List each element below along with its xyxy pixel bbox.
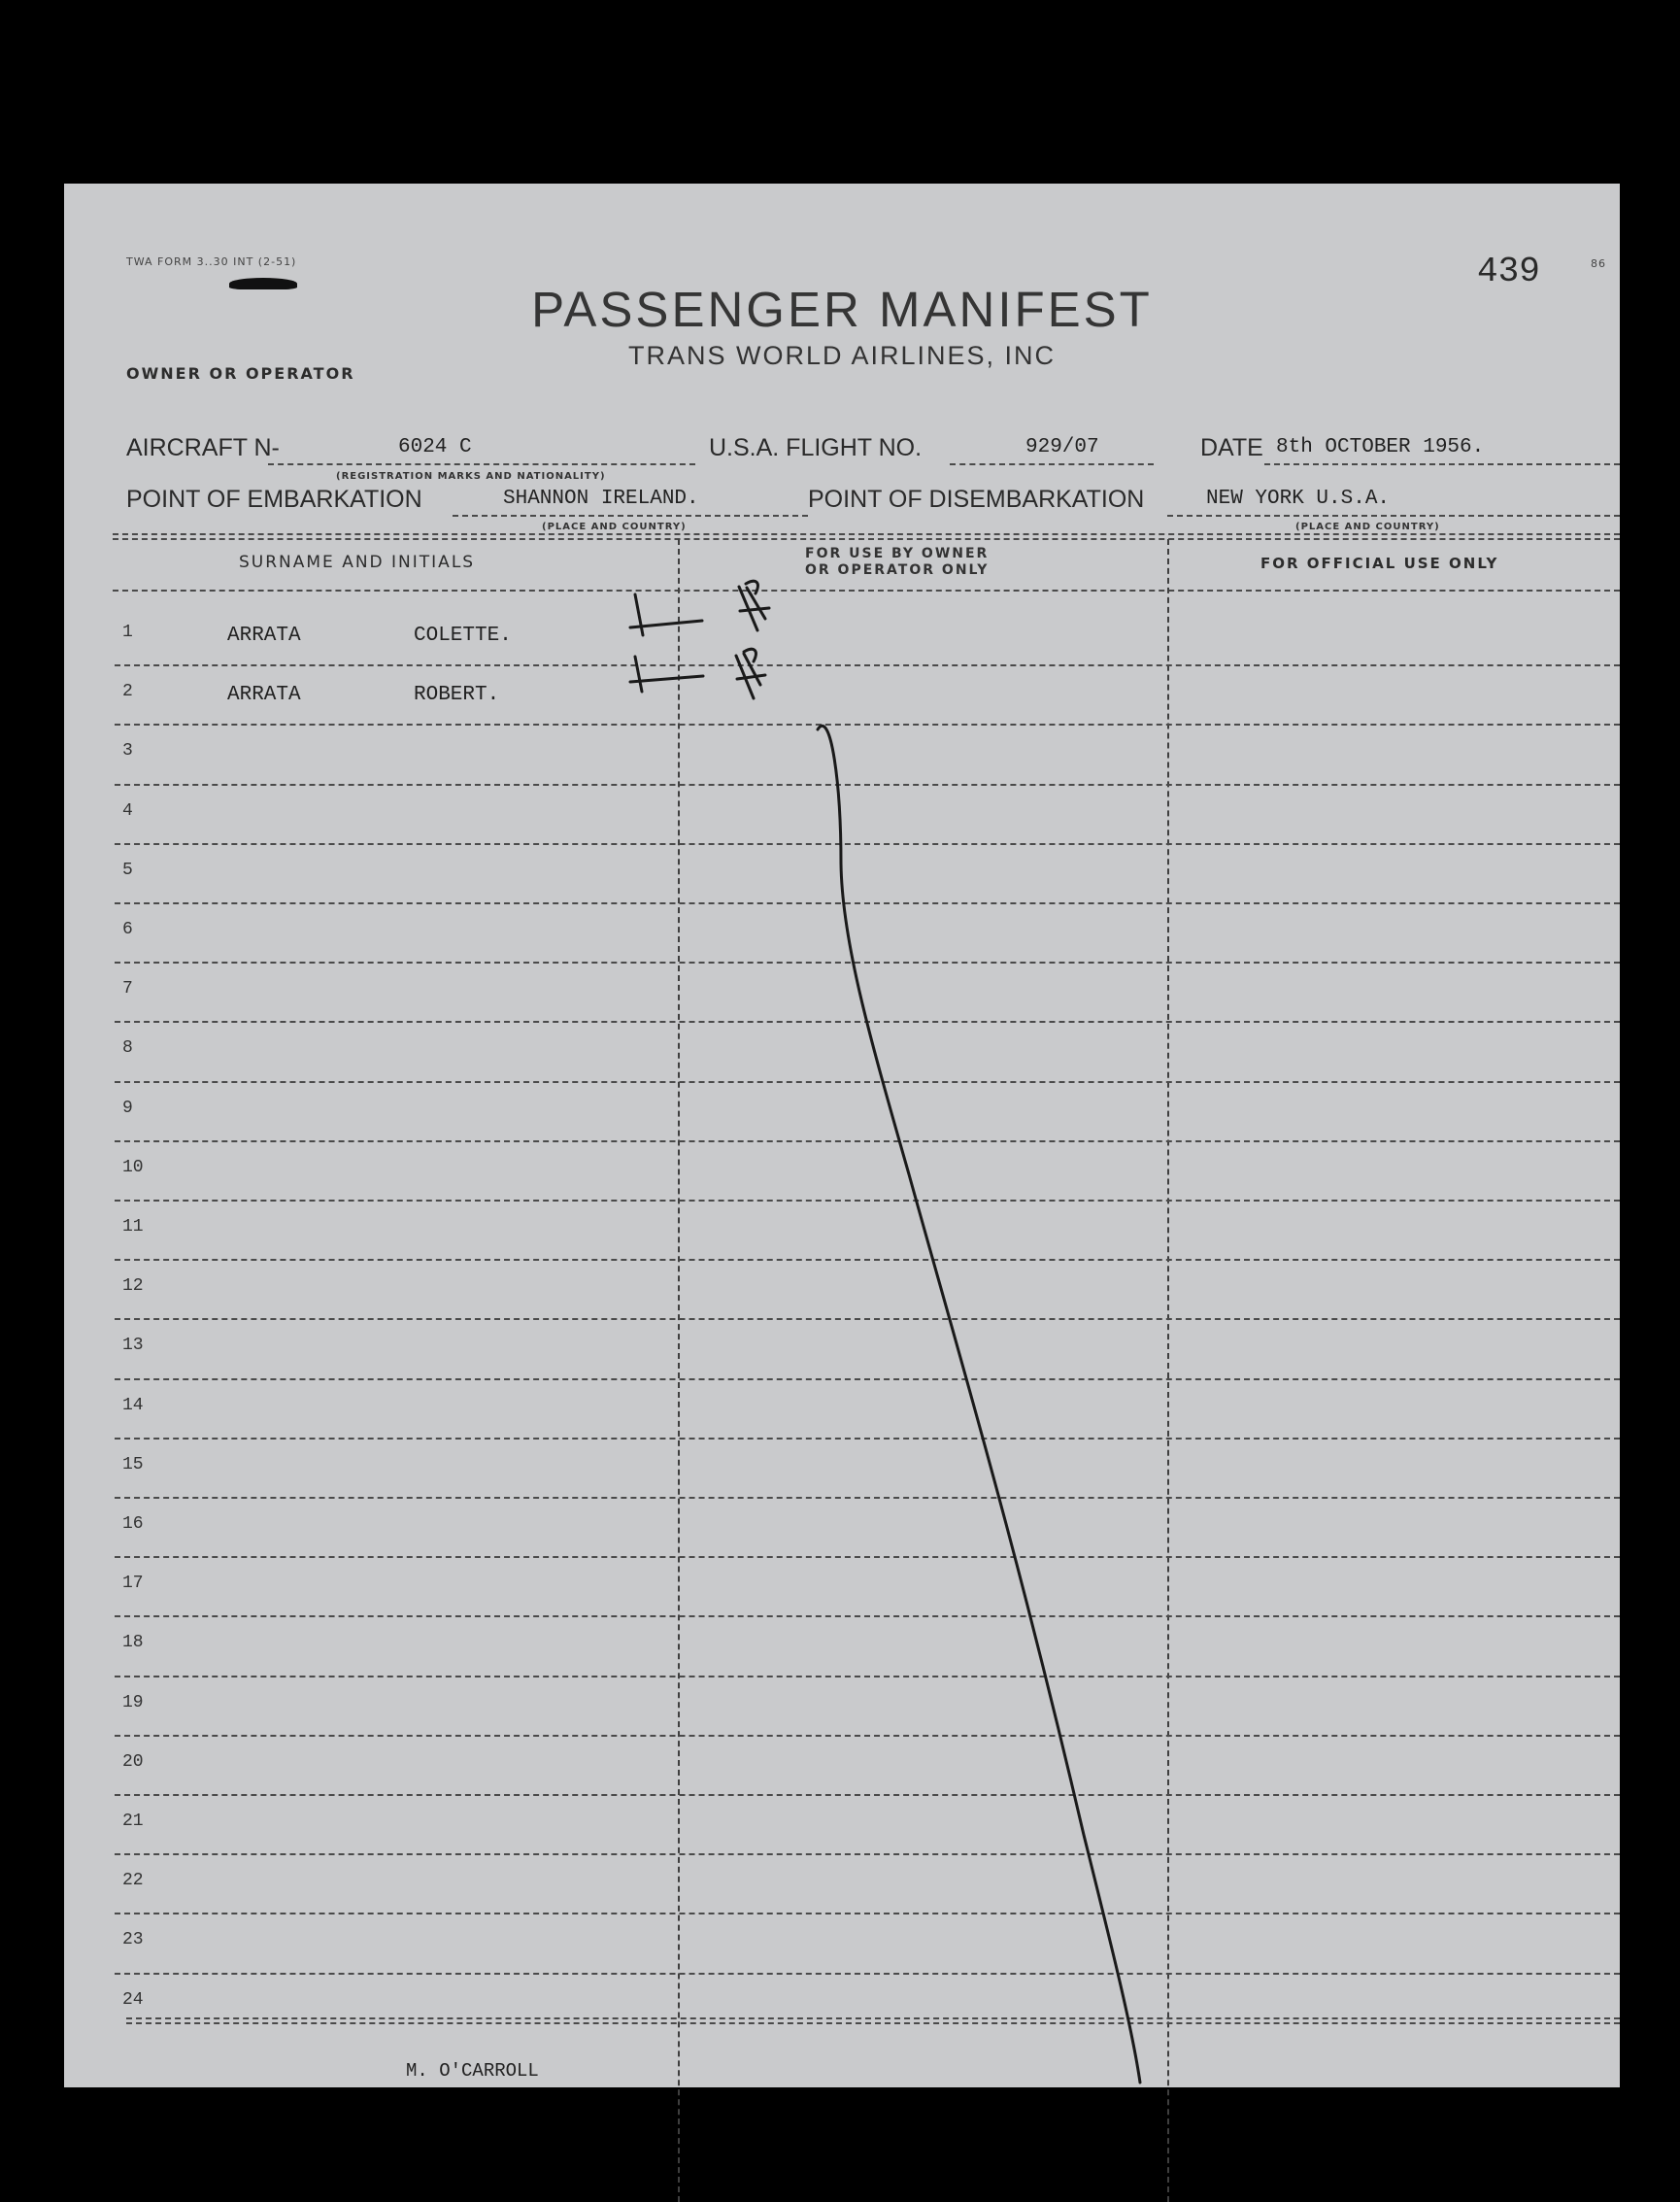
row-number: 2 bbox=[122, 682, 133, 702]
passenger-surname: ARRATA bbox=[227, 625, 301, 647]
embark-value: SHANNON IRELAND. bbox=[503, 488, 699, 510]
flight-value: 929/07 bbox=[1025, 436, 1099, 458]
aircraft-caption: (REGISTRATION MARKS AND NATIONALITY) bbox=[336, 471, 606, 482]
signatory: M. O'CARROLL bbox=[406, 2060, 539, 2082]
embark-label: POINT OF EMBARKATION bbox=[126, 486, 422, 513]
passenger-given-name: COLETTE. bbox=[414, 625, 512, 647]
form-code: TWA FORM 3..30 INT (2-51) bbox=[126, 255, 297, 268]
col-owner-header-1: FOR USE BY OWNER bbox=[805, 546, 990, 561]
row-number: 21 bbox=[122, 1812, 144, 1831]
airline-name: TRANS WORLD AIRLINES, INC bbox=[627, 341, 1057, 370]
row-number: 17 bbox=[122, 1574, 144, 1594]
row-number: 11 bbox=[122, 1217, 144, 1237]
row-number: 19 bbox=[122, 1692, 144, 1712]
row-number: 4 bbox=[122, 800, 133, 821]
aircraft-value: 6024 C bbox=[398, 436, 472, 458]
initials-1 bbox=[739, 581, 769, 630]
flight-label: U.S.A. FLIGHT NO. bbox=[709, 434, 923, 461]
col-official-header: FOR OFFICIAL USE ONLY bbox=[1260, 555, 1499, 572]
row-number: 12 bbox=[122, 1276, 144, 1297]
check-mark-2 bbox=[630, 657, 703, 692]
passenger-given-name: ROBERT. bbox=[414, 684, 500, 707]
row-number: 3 bbox=[122, 741, 133, 762]
disembark-caption: (PLACE AND COUNTRY) bbox=[1295, 522, 1440, 532]
embark-caption: (PLACE AND COUNTRY) bbox=[542, 522, 687, 532]
manifest-sheet bbox=[64, 184, 1620, 2087]
col-surname-header: SURNAME AND INITIALS bbox=[239, 553, 476, 572]
row-number: 23 bbox=[122, 1930, 144, 1950]
corner-mark: 86 bbox=[1591, 257, 1606, 270]
row-number: 6 bbox=[122, 920, 133, 939]
disembark-value: NEW YORK U.S.A. bbox=[1206, 488, 1391, 510]
row-number: 22 bbox=[122, 1871, 144, 1891]
row-number: 20 bbox=[122, 1751, 144, 1772]
handwritten-marks bbox=[64, 184, 1620, 2087]
date-value: 8th OCTOBER 1956. bbox=[1276, 436, 1485, 458]
row-number: 5 bbox=[122, 860, 133, 880]
row-number: 1 bbox=[122, 623, 133, 642]
page-number: 439 bbox=[1477, 252, 1540, 291]
row-number: 18 bbox=[122, 1633, 144, 1653]
disembark-label: POINT OF DISEMBARKATION bbox=[808, 486, 1145, 513]
row-number: 24 bbox=[122, 1989, 144, 2010]
row-number: 14 bbox=[122, 1395, 144, 1415]
aircraft-label: AIRCRAFT N- bbox=[126, 434, 280, 461]
ditto-line bbox=[818, 726, 1140, 2083]
page-title: PASSENGER MANIFEST bbox=[531, 282, 1153, 337]
initials-2 bbox=[736, 649, 765, 698]
row-number: 13 bbox=[122, 1336, 144, 1356]
row-number: 7 bbox=[122, 979, 133, 999]
check-mark-1 bbox=[630, 594, 702, 635]
date-label: DATE bbox=[1200, 434, 1263, 461]
row-number: 15 bbox=[122, 1454, 144, 1474]
col-owner-header-2: OR OPERATOR ONLY bbox=[805, 562, 990, 578]
owner-label: OWNER OR OPERATOR bbox=[126, 364, 355, 383]
row-number: 9 bbox=[122, 1098, 133, 1118]
row-number: 16 bbox=[122, 1514, 144, 1534]
row-number: 10 bbox=[122, 1157, 144, 1177]
passenger-surname: ARRATA bbox=[227, 684, 301, 707]
row-number: 8 bbox=[122, 1038, 133, 1059]
